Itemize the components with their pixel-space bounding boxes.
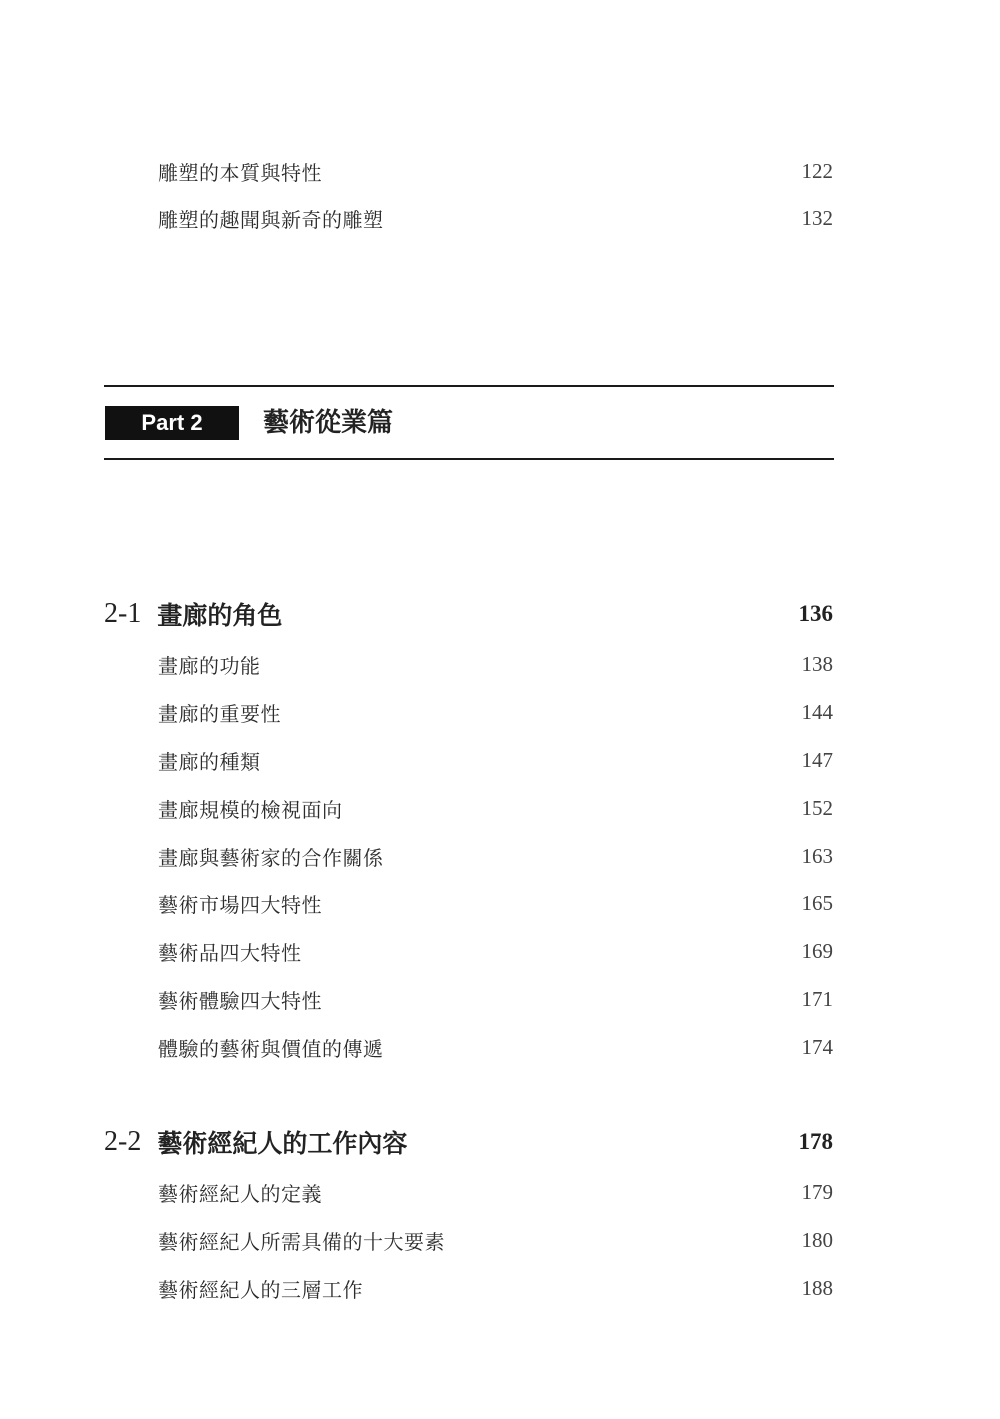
toc-entry[interactable] — [158, 1273, 833, 1303]
toc-entry[interactable] — [158, 649, 833, 679]
toc-entry-page: 171 — [801, 986, 833, 1011]
toc-entry-title: 藝術體驗四大特性 — [158, 988, 322, 1013]
section-number: 2-2 — [104, 1126, 142, 1157]
toc-entry-page: 169 — [801, 938, 833, 963]
section-title: 藝術經紀人的工作內容 — [157, 1129, 408, 1158]
toc-entry-title: 藝術品四大特性 — [158, 940, 302, 965]
toc-entry-title: 畫廊的重要性 — [158, 701, 281, 726]
toc-entry[interactable] — [158, 984, 833, 1014]
toc-entry-title: 體驗的藝術與價值的傳遞 — [158, 1036, 384, 1061]
section-title: 畫廊的角色 — [157, 601, 283, 630]
part-title: 藝術從業篇 — [263, 408, 394, 438]
toc-entry[interactable] — [158, 697, 833, 727]
toc-entry-title: 雕塑的趣聞與新奇的雕塑 — [158, 207, 384, 232]
toc-entry-page: 165 — [801, 890, 833, 915]
toc-entry[interactable] — [158, 203, 833, 233]
toc-entry-page: 180 — [801, 1227, 833, 1252]
toc-entry-title: 藝術經紀人的定義 — [158, 1181, 322, 1206]
toc-entry-title: 雕塑的本質與特性 — [158, 160, 322, 185]
toc-entry-page: 174 — [801, 1034, 833, 1059]
toc-entry[interactable] — [158, 156, 833, 186]
toc-entry-page: 122 — [801, 158, 833, 183]
toc-entry[interactable] — [158, 841, 833, 871]
toc-entry[interactable] — [158, 1225, 833, 1255]
part-top-rule — [104, 385, 834, 387]
toc-entry-title: 藝術市場四大特性 — [158, 892, 322, 917]
toc-entry[interactable] — [158, 936, 833, 966]
part-bottom-rule — [104, 458, 834, 460]
toc-entry[interactable] — [158, 1177, 833, 1207]
toc-entry[interactable] — [158, 745, 833, 775]
toc-entry-page: 138 — [801, 651, 833, 676]
toc-entry[interactable] — [158, 888, 833, 918]
toc-entry-page: 144 — [801, 699, 833, 724]
section-number: 2-1 — [104, 598, 142, 629]
toc-entry-title: 畫廊的功能 — [158, 653, 261, 678]
toc-entry-title: 藝術經紀人的三層工作 — [158, 1277, 363, 1302]
section-heading[interactable] — [104, 594, 833, 634]
toc-entry-page: 163 — [801, 843, 833, 868]
section-heading[interactable] — [104, 1122, 833, 1162]
toc-entry-title: 畫廊與藝術家的合作關係 — [158, 845, 384, 870]
section-page: 136 — [798, 601, 833, 626]
toc-entry-page: 147 — [801, 747, 833, 772]
section-head — [104, 1124, 407, 1160]
toc-entry-title: 畫廊規模的檢視面向 — [158, 797, 343, 822]
toc-entry-title: 畫廊的種類 — [158, 749, 261, 774]
part-badge: Part 2 — [105, 406, 239, 440]
toc-entry[interactable] — [158, 793, 833, 823]
toc-entry-page: 152 — [801, 795, 833, 820]
section-head — [104, 596, 282, 632]
toc-entry-page: 132 — [801, 205, 833, 230]
toc-entry-page: 179 — [801, 1179, 833, 1204]
toc-entry[interactable] — [158, 1032, 833, 1062]
toc-entry-title: 藝術經紀人所需具備的十大要素 — [158, 1229, 445, 1254]
section-page: 178 — [798, 1129, 833, 1154]
toc-entry-page: 188 — [801, 1275, 833, 1300]
